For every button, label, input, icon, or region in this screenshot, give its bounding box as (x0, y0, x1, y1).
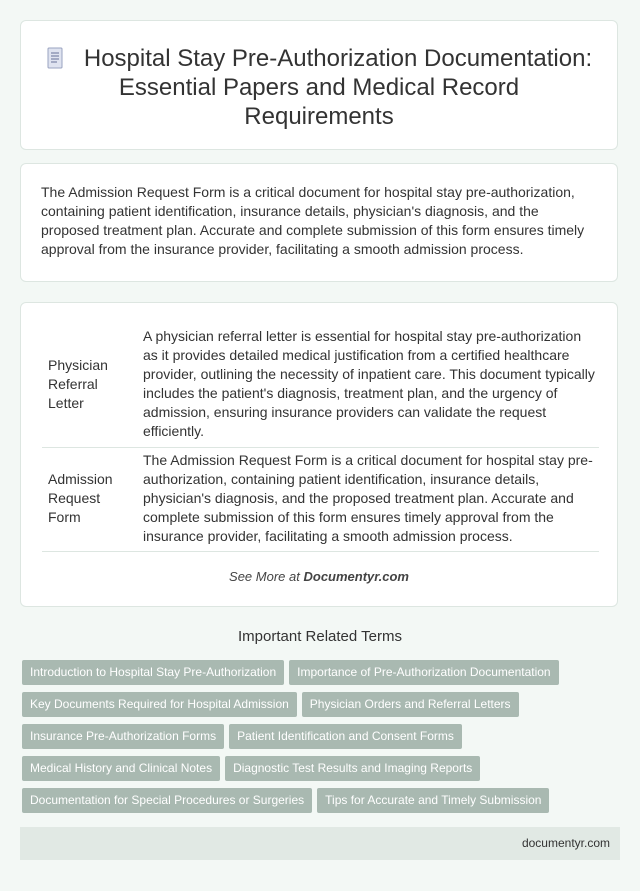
related-terms-list (22, 660, 622, 820)
intro-card (20, 163, 618, 282)
related-term-tag[interactable]: Tips for Accurate and Timely Submission (317, 788, 549, 813)
document-icon (46, 47, 64, 69)
related-term-tag[interactable]: Insurance Pre-Authorization Forms (22, 724, 224, 749)
document-description: The Admission Request Form is a critical document for hospital stay pre-authorization, containing patient identification, insurance details, physician's diagnosis, and the proposed treatment plan. Accurate and complete submission of this form ensures timely approval from the insurance provider, facilitating a smooth admission process. (137, 448, 599, 552)
related-term-tag[interactable]: Medical History and Clinical Notes (22, 756, 220, 781)
table-row (42, 327, 599, 448)
page-title-text: Hospital Stay Pre-Authorization Documentation: Essential Papers and Medical Record Requirements (83, 45, 593, 130)
related-term-tag[interactable]: Documentation for Special Procedures or Surgeries (22, 788, 312, 813)
title-card (20, 20, 618, 150)
documents-table (42, 327, 599, 552)
document-description: A physician referral letter is essential for hospital stay pre-authorization as it provides detailed medical justification from a certified healthcare provider, outlining the necessity of inpatient care. This document typically includes the patient's diagnosis, treatment plan, and the urgency of admission, ensuring insurance providers can validate the request efficiently. (137, 327, 599, 448)
tag-row (22, 660, 622, 692)
related-term-tag[interactable]: Introduction to Hospital Stay Pre-Authorization (22, 660, 284, 685)
related-term-tag[interactable]: Key Documents Required for Hospital Admission (22, 692, 297, 717)
see-more-site[interactable]: Documentyr.com (303, 569, 409, 584)
tag-row (22, 788, 622, 820)
see-more-link[interactable] (21, 569, 617, 584)
documents-card (20, 302, 618, 607)
footer (20, 827, 620, 860)
related-term-tag[interactable]: Importance of Pre-Authorization Documentation (289, 660, 558, 685)
see-more-prefix: See More at (229, 569, 300, 584)
tag-row (22, 756, 622, 788)
related-term-tag[interactable]: Physician Orders and Referral Letters (302, 692, 519, 717)
tag-row (22, 724, 622, 756)
footer-domain-link[interactable]: documentyr.com (521, 836, 610, 850)
tag-row (22, 692, 622, 724)
intro-text: The Admission Request Form is a critical document for hospital stay pre-authorization, containing patient identification, insurance details, physician's diagnosis, and the proposed treatment plan. Accurate and complete submission of this form ensures timely approval from the insurance provider, facilitating a smooth admission process. (41, 184, 585, 257)
table-row (42, 448, 599, 552)
related-terms-title: Important Related Terms (238, 628, 402, 645)
related-term-tag[interactable]: Patient Identification and Consent Forms (229, 724, 462, 749)
document-label: Physician Referral Letter (42, 327, 137, 448)
document-label: Admission Request Form (42, 448, 137, 552)
page-title (41, 44, 597, 131)
related-term-tag[interactable]: Diagnostic Test Results and Imaging Reports (225, 756, 480, 781)
